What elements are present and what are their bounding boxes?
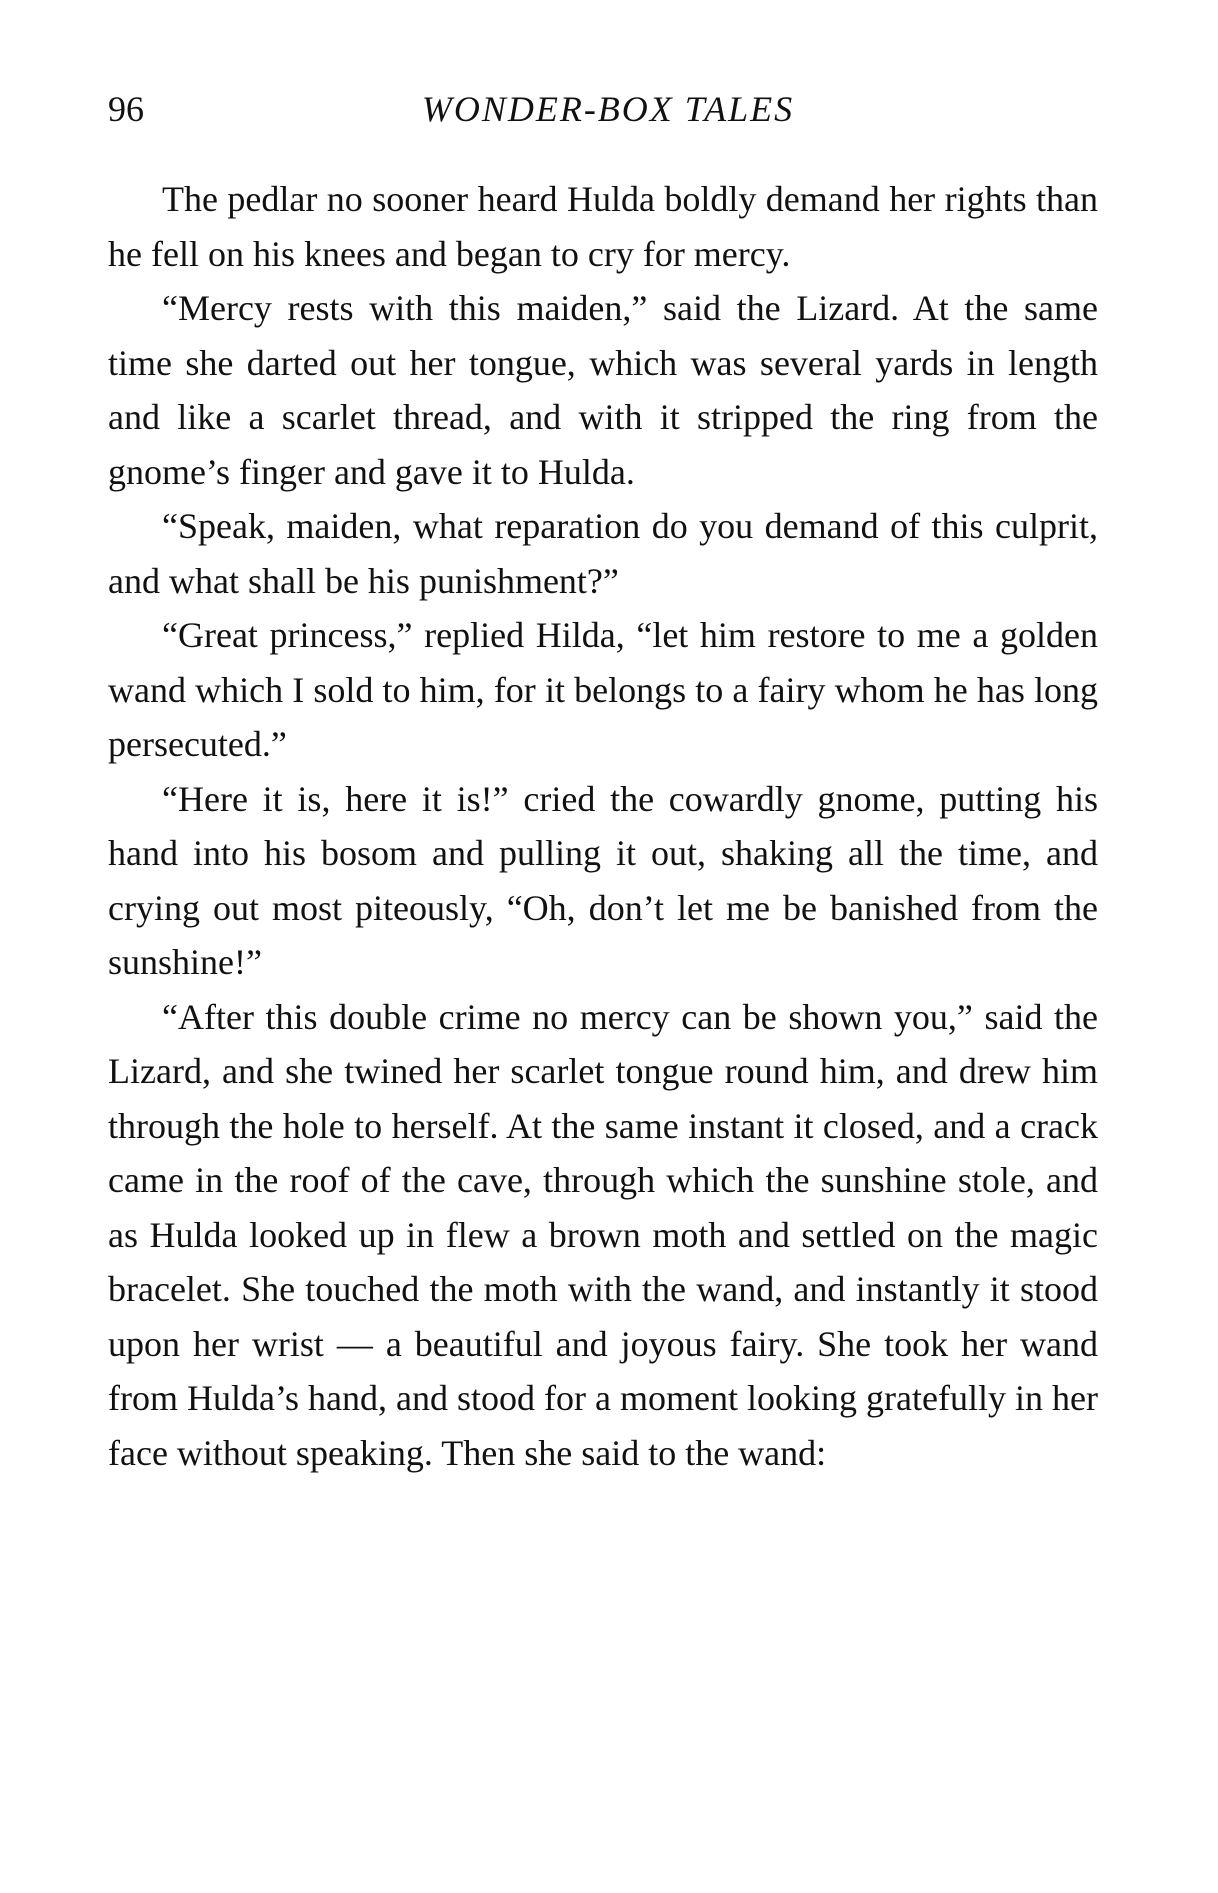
paragraph: “Mercy rests with this maiden,” said the Lizard. At the same time she darted out her tongue, which was several yards in length and like a scarlet thread, and with it stripped the ring from the gnome’s finger and gave it to Hulda. [108,288,1098,492]
body-text [108,172,1098,1480]
paragraph: “Speak, maiden, what reparation do you demand of this culprit, and what shall be his punishment?” [108,506,1098,601]
paragraph: “Great princess,” replied Hilda, “let him restore to me a golden wand which I sold to him, for it belongs to a fairy whom he has long persecuted.” [108,615,1098,764]
running-head [108,88,1108,144]
paragraph: The pedlar no sooner heard Hulda boldly demand her rights than he fell on his knees and began to cry for mercy. [108,179,1098,274]
paragraph: “After this double crime no mercy can be shown you,” said the Lizard, and she twined her scarlet tongue round him, and drew him through the hole to herself. At the same instant it closed, and a crack came in the roof of the cave, through which the sunshine stole, and as Hulda looked up in flew a brown moth and settled on the magic bracelet. She touched the moth with the wand, and instantly it stood upon her wrist — a beautiful and joyous fairy. She took her wand from Hulda’s hand, and stood for a moment looking gratefully in her face without speaking. Then she said to the wand: [108,996,1098,1473]
book-title: WONDER-BOX TALES [421,89,795,129]
page-number: 96 [108,89,144,129]
paragraph: “Here it is, here it is!” cried the cowardly gnome, putting his hand into his bosom and pulling it out, shaking all the time, and crying out most piteously, “Oh, don’t let me be banished from the sunshine!” [108,778,1098,982]
